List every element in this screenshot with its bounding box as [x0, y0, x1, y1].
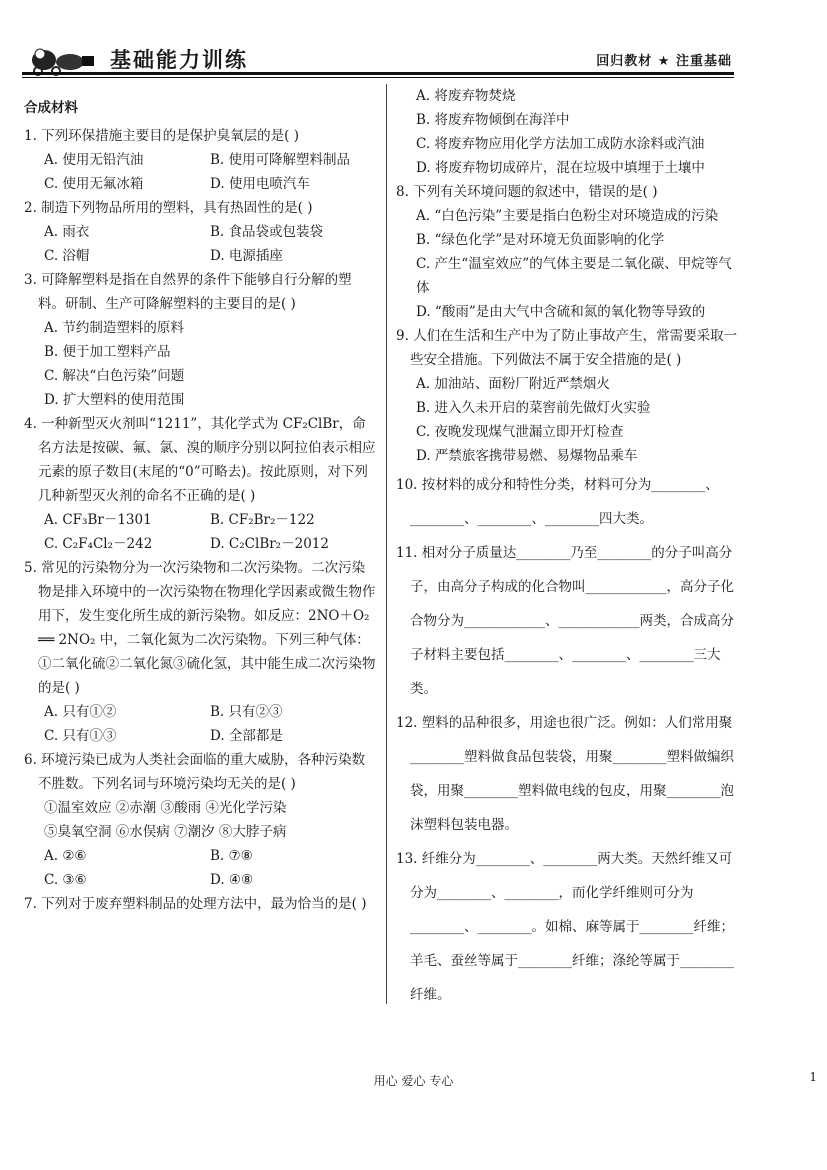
option-row — [24, 844, 376, 868]
question-item — [24, 556, 376, 748]
option-line: D. 严禁旅客携带易燃、易爆物品乘车 — [416, 448, 638, 464]
question-item — [396, 842, 741, 1012]
option-row — [24, 724, 376, 748]
option: A. 使用无铅汽油 — [44, 152, 144, 168]
option: C. ③⑥ — [44, 872, 87, 888]
option-line: B. “绿色化学”是对环境无负面影响的化学 — [416, 232, 665, 248]
fill-in-question: 12. 塑料的品种很多，用途也很广泛。例如：人们常用聚________塑料做食品包装袋，用聚________塑料做编织袋，用聚________塑料做电线的包皮，用聚________泡沫塑料包装电器。 — [396, 715, 734, 833]
question-item — [396, 324, 741, 468]
option-line: B. 将废弃物倾倒在海洋中 — [416, 112, 570, 128]
option-line: ⑤臭氧空洞 ⑥水俣病 ⑦潮汐 ⑧大脖子病 — [44, 824, 287, 840]
option: D. C₂ClBr₂－2012 — [210, 536, 329, 552]
question-item — [396, 706, 741, 842]
question-stem: 5. 常见的污染物分为一次污染物和二次污染物。二次污染物是排入环境中的一次污染物在物理化学因素或微生物作用下，发生变化所生成的新污染物。如反应：2NO＋O₂ ══ 2NO₂ 中，二氧化氮为二次污染物。下列三种气体：①二氧化硫②二氧化氮③硫化氢，其中能生成二次污染物的是( ) — [24, 560, 376, 696]
option: D. 使用电喷汽车 — [210, 176, 310, 192]
option-line: A. 将废弃物焚烧 — [416, 88, 516, 104]
question-stem: 7. 下列对于废弃塑料制品的处理方法中，最为恰当的是( ) — [24, 896, 367, 912]
option: B. CF₂Br₂－122 — [210, 512, 315, 528]
option-line: B. 进入久未开启的菜窖前先做灯火实验 — [416, 400, 651, 416]
option-line: A. 节约制造塑料的原料 — [44, 320, 184, 336]
option-line: D. 将废弃物切成碎片，混在垃圾中填埋于土壤中 — [416, 160, 705, 176]
question-stem: 8. 下列有关环境问题的叙述中，错误的是( ) — [396, 184, 658, 200]
cartoon-logo-icon — [26, 40, 96, 76]
option-line: ①温室效应 ②赤潮 ③酸雨 ④光化学污染 — [44, 800, 287, 816]
question-item — [24, 412, 376, 556]
option-line: C. 解决“白色污染”问题 — [44, 368, 185, 384]
option: C. C₂F₄Cl₂－242 — [44, 536, 153, 552]
option: A. CF₃Br－1301 — [44, 512, 152, 528]
question-stem: 2. 制造下列物品所用的塑料，具有热固性的是( ) — [24, 200, 313, 216]
footer-motto: 用心 爱心 专心 — [373, 1074, 454, 1088]
header-rule-thin — [22, 77, 734, 78]
page-number: 1 — [809, 1070, 817, 1084]
option: A. 只有①② — [44, 704, 117, 720]
question-stem: 6. 环境污染已成为人类社会面临的重大威胁，各种污染数不胜数。下列名词与环境污染均无关的是( ) — [24, 752, 366, 792]
header-slogan: 回归教材 ★ 注重基础 — [596, 54, 732, 69]
left-column — [24, 96, 376, 916]
option-line: D. “酸雨”是由大气中含硫和氮的氧化物等导致的 — [416, 304, 706, 320]
question-item — [24, 124, 376, 196]
option-row — [24, 172, 376, 196]
question-item — [396, 84, 741, 180]
option: B. ⑦⑧ — [210, 848, 253, 864]
option-row — [24, 700, 376, 724]
option: D. ④⑧ — [210, 872, 254, 888]
fill-in-question: 11. 相对分子质量达________乃至________的分子叫高分子，由高分子构成的化合物叫____________，高分子化合物分为____________、____________两类，合成高分子材料主要包括________、________、________三大类。 — [396, 545, 734, 697]
section-title: 合成材料 — [24, 100, 78, 116]
option-line: A. 加油站、面粉厂附近严禁烟火 — [416, 376, 610, 392]
option: D. 全部都是 — [210, 728, 283, 744]
right-column — [396, 84, 741, 1012]
option-line: C. 产生“温室效应”的气体主要是二氧化碳、甲烷等气体 — [416, 256, 732, 296]
option-line: D. 扩大塑料的使用范围 — [44, 392, 185, 408]
question-item — [24, 892, 376, 916]
question-stem: 4. 一种新型灭火剂叫“1211”，其化学式为 CF₂ClBr，命名方法是按碳、氟、氯、溴的顺序分别以阿拉伯表示相应元素的原子数目(末尾的“0”可略去)。按此原则，对下列几种新型灭火剂的命名不正确的是( ) — [24, 416, 376, 504]
option-line: B. 便于加工塑料产品 — [44, 344, 171, 360]
option-row — [24, 532, 376, 556]
option: C. 只有①③ — [44, 728, 117, 744]
question-stem: 3. 可降解塑料是指在自然界的条件下能够自行分解的塑料。研制、生产可降解塑料的主要目的是( ) — [24, 272, 352, 312]
option: A. 雨衣 — [44, 224, 90, 240]
option-row — [24, 508, 376, 532]
question-item — [24, 196, 376, 268]
option: B. 只有②③ — [210, 704, 283, 720]
fill-in-question: 10. 按材料的成分和特性分类，材料可分为________、________、________、________四大类。 — [396, 477, 719, 527]
option-row — [24, 868, 376, 892]
question-stem: 1. 下列环保措施主要目的是保护臭氧层的是( ) — [24, 128, 299, 144]
question-item — [396, 468, 741, 536]
option: A. ②⑥ — [44, 848, 87, 864]
option: B. 食品袋或包装袋 — [210, 224, 324, 240]
option: C. 使用无氟冰箱 — [44, 176, 144, 192]
option: D. 电源插座 — [210, 248, 283, 264]
header-brand: 基础能力训练 — [110, 48, 248, 72]
option: C. 浴帽 — [44, 248, 90, 264]
question-item — [24, 748, 376, 892]
fill-in-question: 13. 纤维分为________、________两大类。天然纤维又可分为________、________，而化学纤维则可分为________、________。如棉、麻等属于________纤维；羊毛、蚕丝等属于________纤维；涤纶等属于________纤维。 — [396, 851, 734, 1003]
option-row — [24, 148, 376, 172]
column-divider — [386, 84, 387, 1004]
option-line: C. 将废弃物应用化学方法加工成防水涂料或汽油 — [416, 136, 705, 152]
option-row — [24, 220, 376, 244]
option-line: C. 夜晚发现煤气泄漏立即开灯检查 — [416, 424, 624, 440]
option-line: A. “白色污染”主要是指白色粉尘对环境造成的污染 — [416, 208, 719, 224]
question-item — [396, 180, 741, 324]
option-row — [24, 244, 376, 268]
header-rule — [22, 72, 734, 75]
question-stem: 9. 人们在生活和生产中为了防止事故产生，常需要采取一些安全措施。下列做法不属于安全措施的是( ) — [396, 328, 738, 368]
question-item — [24, 268, 376, 412]
option: B. 使用可降解塑料制品 — [210, 152, 351, 168]
question-item — [396, 536, 741, 706]
